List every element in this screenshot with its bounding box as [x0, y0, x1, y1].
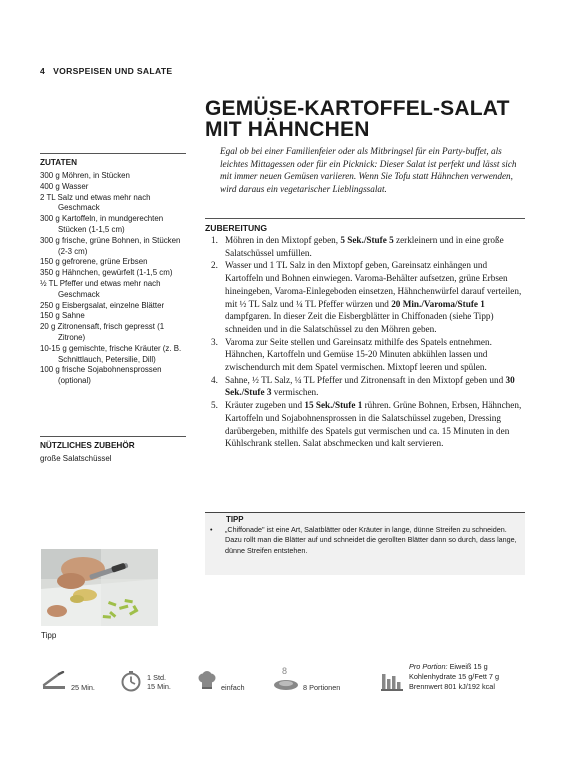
- section-header: [40, 66, 172, 76]
- clock-icon: [120, 670, 142, 692]
- step-number: 2.: [211, 260, 218, 271]
- tip-photo: [41, 549, 158, 626]
- step-number: 4.: [211, 374, 218, 385]
- nutrition-calories: Brennwert 801 kJ/192 kcal: [409, 682, 495, 691]
- step-number: 5.: [211, 400, 218, 411]
- portions: 8 Portionen: [303, 683, 341, 692]
- ingredient-item: 300 g Kartoffeln, in mundgerechten Stücken (1-1,5 cm): [40, 214, 164, 234]
- plate-icon: [273, 676, 299, 692]
- preparation-step: [205, 234, 525, 259]
- preparation-step: [205, 374, 525, 399]
- chiffonade-photo-illustration: [41, 549, 158, 626]
- recipe-title-line-1: GEMÜSE-KARTOFFEL-SALAT: [205, 97, 510, 120]
- photo-caption: Tipp: [41, 631, 57, 640]
- ingredient-item: 250 g Eisbergsalat, einzelne Blätter: [40, 300, 165, 310]
- ingredient-item: 150 g Sahne: [40, 311, 85, 321]
- step-text: Kräuter zugeben und 15 Sek./Stufe 1 rühren. Grüne Bohnen, Erbsen, Hähnchen, Kartoffeln und Sojabohnensprossen in die Salatschüssel zugeben, Dressing darübergeben, mithilfe des Spatels gut vermischen und ca. 15 Minuten in den Kühlschrank stellen. Salat abschmecken und kalt servieren.: [225, 400, 522, 449]
- nutrition-carbs-fat: Kohlenhydrate 15 g/Fett 7 g: [409, 672, 500, 681]
- tip-rule: [205, 512, 525, 513]
- ingredients-heading: ZUTATEN: [40, 158, 77, 167]
- equipment-heading: NÜTZLICHES ZUBEHÖR: [40, 441, 135, 450]
- ingredient-item: 300 g frische, grüne Bohnen, in Stücken (2-3 cm): [40, 235, 181, 256]
- ingredient-item: 100 g frische Sojabohnensprossen (optional): [40, 365, 162, 386]
- preparation-steps: [205, 234, 525, 450]
- ingredient-item: ½ TL Pfeffer und etwas mehr nach Geschmack: [40, 278, 161, 299]
- chef-hat-icon: [197, 670, 217, 690]
- ingredient-item: 300 g Möhren, in Stücken: [40, 171, 130, 180]
- total-time-line-2: 15 Min.: [147, 682, 171, 691]
- preparation-step: [205, 259, 525, 335]
- equipment-item: große Salatschüssel: [40, 454, 112, 463]
- preparation-heading: ZUBEREITUNG: [205, 223, 268, 233]
- ingredient-item: 10-15 g gemischte, frische Kräuter (z. B. Schnittlauch, Petersilie, Dill): [40, 343, 182, 364]
- recipe-title: [205, 98, 510, 140]
- step-number: 1.: [211, 235, 218, 245]
- step-number: 3.: [211, 336, 218, 347]
- page-number: 4: [40, 66, 46, 76]
- ingredient-item: 350 g Hähnchen, gewürfelt (1-1,5 cm): [40, 268, 173, 278]
- prep-time: 25 Min.: [71, 683, 95, 692]
- ingredients-list: [40, 171, 190, 387]
- tip-heading: TIPP: [226, 515, 244, 524]
- ingredient-item: 400 g Wasser: [40, 181, 89, 191]
- nutrition-info: [409, 662, 499, 692]
- ingredient-item: 2 TL Salz und etwas mehr nach Geschmack: [40, 192, 151, 213]
- step-text: Sahne, ½ TL Salz, ¼ TL Pfeffer und Zitronensaft in den Mixtopf geben und 30 Sek./Stufe 3 vermischen.: [225, 374, 515, 398]
- recipe-intro: Egal ob bei einer Familienfeier oder als Mitbringsel für ein Party-buffet, als leichtes Mittagessen oder für ein Picknick: Dieser Salat ist perfekt und lässt sich mit immer neuen Gemüsen variieren. Wenn Sie Tofu statt Hähnchen verwenden, wird daraus ein vegetarischer Lieblingssalat.: [220, 146, 517, 195]
- step-text: Wasser und 1 TL Salz in den Mixtopf geben, Gareinsatz einhängen und Kartoffeln und Bohnen einwiegen. Varoma-Behälter aufsetzen, grüne Erbsen hineingeben, Varoma-Einlegeboden einsetzen, Hähnchenwürfel darauf verteilen, mit ½ TL Salz und ¼ TL Pfeffer würzen und 20 Min./Varoma/Stufe 1 dampfgaren. In dieser Zeit die Eisbergblätter in Chiffonaden (siehe Tipp) schneiden und in die Salatschüssel zu den Möhren geben.: [225, 260, 522, 334]
- ingredients-rule: [40, 153, 186, 154]
- section-title: VORSPEISEN UND SALATE: [53, 66, 173, 76]
- knife-board-icon: [41, 671, 67, 691]
- recipe-title-line-2: MIT HÄHNCHEN: [205, 118, 370, 141]
- total-time: [147, 673, 171, 691]
- bar-chart-icon: [380, 668, 404, 692]
- preparation-step: [205, 399, 525, 450]
- tip-body: [210, 525, 518, 556]
- tip-text: „Chiffonade" ist eine Art, Salatblätter oder Kräuter in lange, dünne Streifen zu schneiden. Dazu rollt man die Blätter auf und schneidet die gerollten Blätter dann so durch, dass lange, dünne Streifen entstehen.: [225, 525, 517, 555]
- nutrition-label: Pro Portion:: [409, 662, 448, 671]
- total-time-line-1: 1 Std.: [147, 673, 167, 682]
- ingredient-item: 150 g gefrorene, grüne Erbsen: [40, 257, 148, 267]
- step-text: Varoma zur Seite stellen und Gareinsatz mithilfe des Spatels entnehmen. Hähnchen, Kartoffeln und Gemüse 15-20 Minuten abkühlen lassen und zwischendurch mit dem Spatel vermischen. Mixtopf leeren und spülen.: [225, 336, 492, 373]
- nutrition-protein: Eiweiß 15 g: [449, 662, 488, 671]
- step-text: Möhren in den Mixtopf geben, 5 Sek./Stufe 5 zerkleinern und in eine große Salatschüssel umfüllen.: [225, 235, 504, 258]
- portions-number: 8: [282, 666, 288, 676]
- equipment-rule: [40, 436, 186, 437]
- difficulty: einfach: [221, 683, 245, 692]
- tip-bullet: •: [210, 525, 213, 534]
- ingredient-item: 20 g Zitronensaft, frisch gepresst (1 Zitrone): [40, 322, 165, 342]
- preparation-rule: [205, 218, 525, 219]
- preparation-step: [205, 336, 525, 374]
